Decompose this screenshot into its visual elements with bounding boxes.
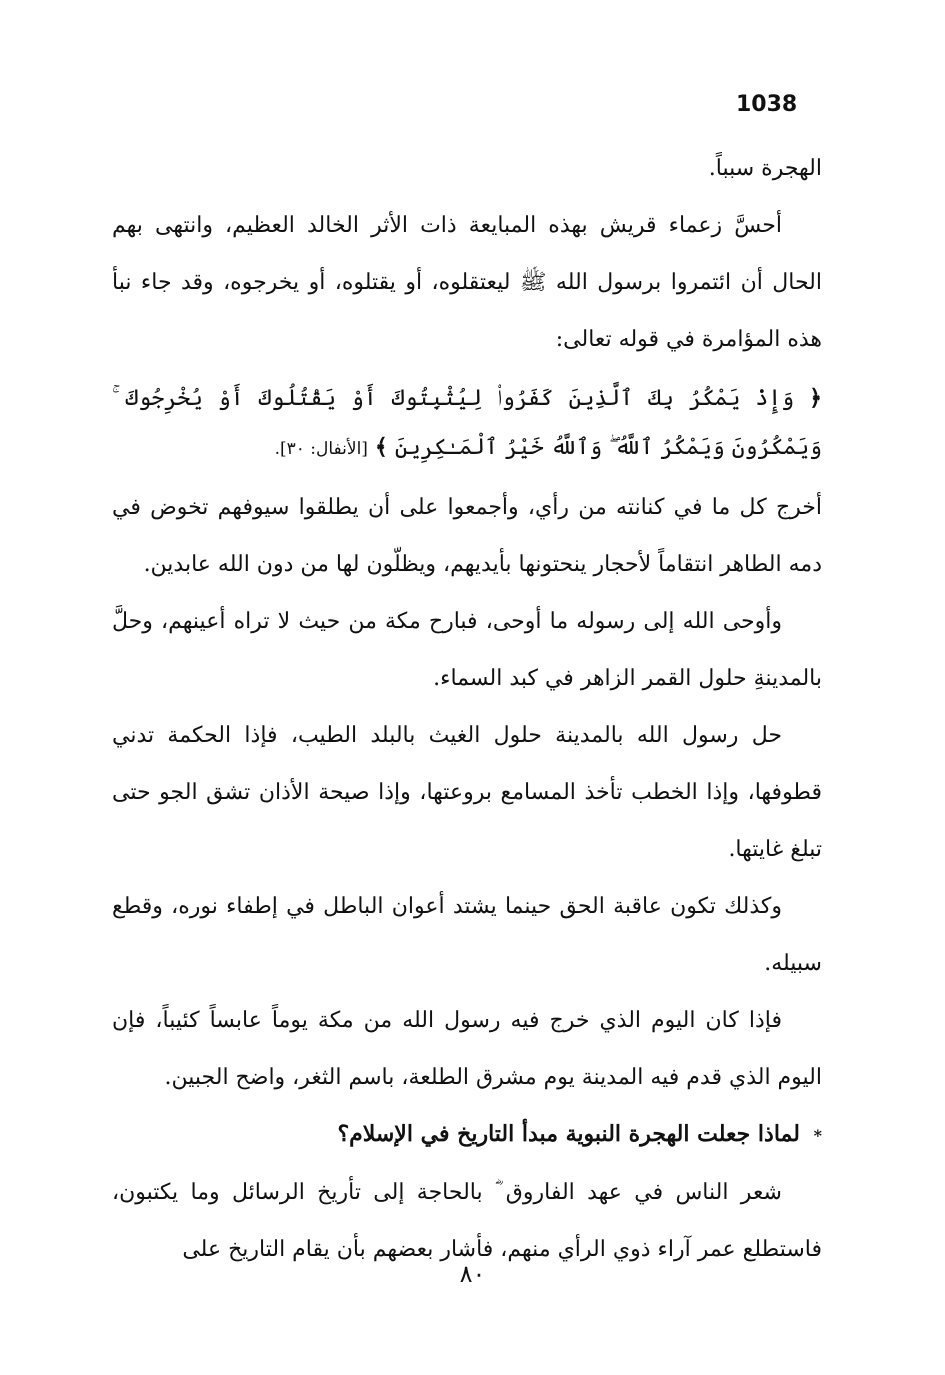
quran-text: وَإِذْ يَمْكُرُ بِكَ ٱلَّذِينَ كَفَرُوا۟ لِيُثْبِتُوكَ أَوْ يَقْتُلُوكَ أَوْ يُخْرِجُوكَ ۚ وَيَمْكُرُونَ وَيَمْكُرُ ٱللَّهُ ۖ وَٱللَّهُ خَيْرُ ٱلْمَـٰكِرِينَ: [112, 386, 822, 460]
quran-open-bracket: ﴿: [809, 385, 822, 411]
paragraph-1: أحسَّ زعماء قريش بهذه المبايعة ذات الأثر الخالد العظيم، وانتهى بهم الحال أن ائتمروا برسول الله ﷺ ليعتقلوه، أو يقتلوه، أو يخرجوه، وقد جاء نبأ هذه المؤامرة في قوله تعالى:: [112, 213, 822, 352]
page-body: [112, 140, 822, 1278]
paragraph-3: وأوحى الله إلى رسوله ما أوحى، فبارح مكة من حيث لا تراه أعينهم، وحلَّ بالمدينةِ حلول القمر الزاهر في كبد السماء.: [112, 609, 822, 691]
paragraph-0: الهجرة سبباً.: [708, 156, 822, 181]
paragraph-6: فإذا كان اليوم الذي خرج فيه رسول الله من مكة يوماً عابساً كئيباً، فإن اليوم الذي قدم فيه المدينة يوم مشرق الطلعة، باسم الثغر، واضح الجبين.: [112, 1008, 822, 1090]
paragraph-2: أخرج كل ما في كنانته من رأي، وأجمعوا على أن يطلقوا سيوفهم تخوض في دمه الطاهر انتقاماً لأحجار ينحتونها بأيديهم، ويظلّون لها من دون الله عابدين.: [112, 495, 822, 577]
quran-reference: [الأنفال: ٣٠].: [274, 439, 368, 459]
paragraph-4: حل رسول الله بالمدينة حلول الغيث بالبلد الطيب، فإذا الحكمة تدني قطوفها، وإذا الخطب تأخذ المسامع بروعتها، وإذا صيحة الأذان تشق الجو حتى تبلغ غايتها.: [112, 723, 822, 862]
folio-number: ٨٠: [459, 1260, 486, 1288]
page-number: 1038: [736, 92, 798, 117]
quran-close-bracket: ﴾: [374, 434, 388, 460]
section-heading: [112, 1106, 822, 1164]
paragraph-7: شعر الناس في عهد الفاروق ؓ بالحاجة إلى تأريخ الرسائل وما يكتبون، فاستطلع عمر آراء ذوي الرأي منهم، فأشار بعضهم بأن يقام التاريخ على: [112, 1180, 822, 1262]
quran-verse: [112, 368, 822, 479]
heading-star-icon: *: [813, 1126, 822, 1145]
section-heading-text: لماذا جعلت الهجرة النبوية مبدأ التاريخ في الإسلام؟: [337, 1121, 800, 1147]
paragraph-5: وكذلك تكون عاقبة الحق حينما يشتد أعوان الباطل في إطفاء نوره، وقطع سبيله.: [112, 894, 822, 976]
